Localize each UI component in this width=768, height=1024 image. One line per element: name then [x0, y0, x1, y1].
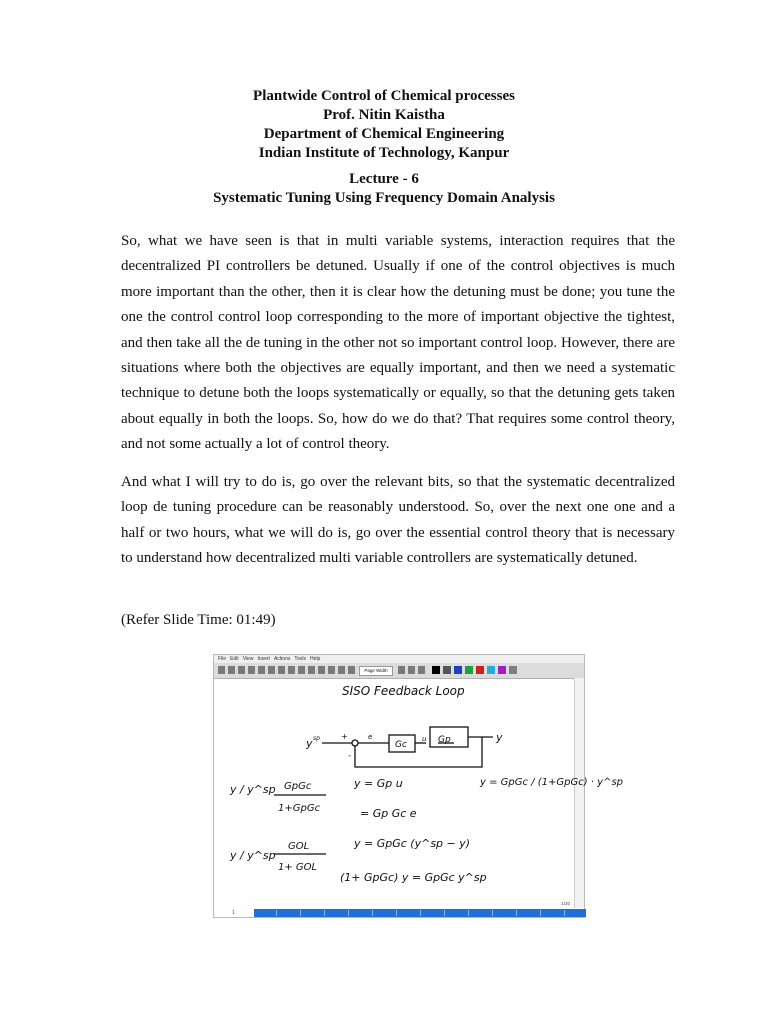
zoom-select[interactable]: Page Width: [359, 666, 393, 676]
paragraph-1: So, what we have seen is that in multi variable systems, interaction requires that the decentralized PI controllers be detuned. Usually if one of the control objectives is much more important than the other, then it is clear how the detuning must be done; you tune the one the control control loop corresponding to the more of important objective the tightest, and then take all the de tuning in the other not so important control loop. However, there are situations where both the objectives are equally important, and then we need a systematic technique to detune both the loops systematically or equally, so that the detuning gets taken about equally in both the loops. So, how do we do that? That requires some control theory, and not some actually a lot of control theory.: [121, 233, 675, 453]
menu-tools[interactable]: Tools: [294, 656, 307, 662]
lecture-slide: [213, 654, 624, 918]
output-signal-label: y: [496, 731, 503, 744]
input-signal-label: u: [422, 735, 427, 743]
slide-page-number: 1/20: [561, 901, 570, 906]
menu-insert[interactable]: Insert: [257, 656, 270, 662]
controller-block-label: Gc: [395, 740, 407, 750]
handwritten-notes: [214, 655, 624, 919]
slide-left-mark: 1: [232, 910, 235, 916]
setpoint-label: y: [306, 737, 313, 750]
department-name: Department of Chemical Engineering: [263, 126, 505, 142]
menu-help[interactable]: Help: [310, 656, 321, 662]
course-title: Plantwide Control of Chemical processes: [253, 88, 515, 104]
menu-file[interactable]: File: [218, 656, 227, 662]
taskbar: [254, 909, 586, 917]
equation-3: y = GpGc (y^sp − y): [354, 837, 471, 850]
document-header: [0, 87, 768, 163]
equation-4: (1+ GpGc) y = GpGc y^sp: [340, 871, 487, 884]
menu-edit[interactable]: Edit: [230, 656, 239, 662]
equation-2: = Gp Gc e: [360, 807, 417, 820]
tf-denominator-1: 1+GpGc: [278, 803, 321, 814]
tf-numerator-2: GOL: [288, 841, 310, 852]
setpoint-superscript: sp: [313, 735, 320, 742]
tf-numerator-1: GpGc: [284, 781, 312, 792]
lecture-heading: [0, 170, 768, 208]
menu-view[interactable]: View: [242, 656, 254, 662]
minus-sign: -: [348, 751, 351, 760]
error-signal-label: e: [368, 733, 373, 741]
slide-title: SISO Feedback Loop: [342, 684, 465, 698]
tf-lhs-2: y / y^sp: [230, 849, 276, 862]
process-block-label: Gp: [438, 735, 451, 745]
equation-1: y = Gp u: [354, 777, 403, 790]
paragraph-2: And what I will try to do is, go over the relevant bits, so that the systematic decentralized loop de tuning procedure can be reasonably understood. So, over the next one one and a half or two hours, what we will do is, go over the essential control theory that is necessary to understand how decentralized multi variable controllers are systematically detuned.: [121, 474, 675, 567]
lecture-title: Systematic Tuning Using Frequency Domain Analysis: [213, 190, 555, 206]
professor-name: Prof. Nitin Kaistha: [323, 107, 445, 123]
refer-slide-time: (Refer Slide Time: 01:49): [121, 612, 276, 628]
institute-name: Indian Institute of Technology, Kanpur: [258, 145, 510, 161]
closed-loop-equation: y = GpGc / (1+GpGc) · y^sp: [480, 777, 624, 788]
tf-denominator-2: 1+ GOL: [278, 862, 318, 873]
tf-lhs-1: y / y^sp: [230, 783, 276, 796]
lecture-number: Lecture - 6: [349, 171, 419, 187]
menu-actions[interactable]: Actions: [273, 656, 291, 662]
plus-sign: +: [341, 732, 348, 741]
